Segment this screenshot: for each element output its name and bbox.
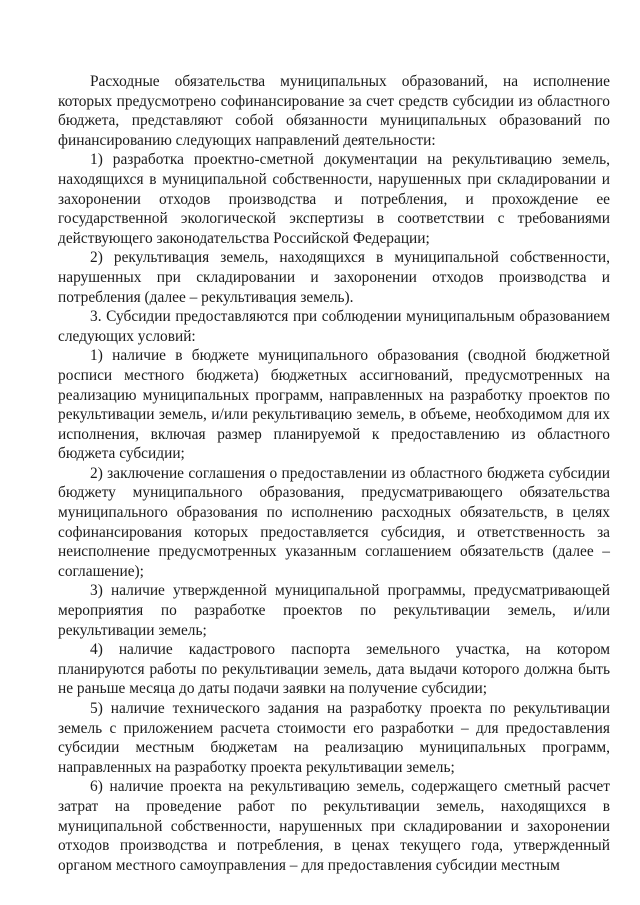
paragraph-condition-6-project: 6) наличие проекта на рекультивацию земель, содержащего сметный расчет затрат на проведение работ по рекультивации земель, находящихся в муниципальной собственности, нарушенных при складировании и захоронении отходов производства и потребления, в ценах текущего года, утвержденный органом местного самоуправления – для предоставления субсидии местным bbox=[58, 778, 610, 874]
paragraph-section-3-conditions: 3. Субсидии предоставляются при соблюдении муниципальным образованием следующих условий: bbox=[58, 308, 610, 345]
paragraph-condition-1-budget: 1) наличие в бюджете муниципального образования (сводной бюджетной росписи местного бюджета) бюджетных ассигнований, предусмотренных на реализацию муниципальных программ, направленных на разработку проектов по рекультивации земель, и/или рекультивацию земель, в объеме, необходимом для их исполнения, включая размер планируемой к предоставлению из областного бюджета субсидии; bbox=[58, 347, 610, 463]
paragraph-condition-5-technical-task: 5) наличие технического задания на разработку проекта по рекультивации земель с приложением расчета стоимости его разработки – для предоставления субсидии местным бюджетам на реализацию муниципальных программ, направленных на разработку проекта рекультивации земель; bbox=[58, 700, 610, 776]
paragraph-item-2-land-reclamation: 2) рекультивация земель, находящихся в муниципальной собственности, нарушенных при складировании и захоронении отходов производства и потребления (далее – рекультивация земель). bbox=[58, 249, 610, 306]
paragraph-condition-2-agreement: 2) заключение соглашения о предоставлении из областного бюджета субсидии бюджету муниципального образования, предусматривающего обязательства муниципального образования по исполнению расходных обязательств, в целях софинансирования которых предоставляется субсидия, и ответственность за неисполнение предусмотренных указанным соглашением обязательств (далее – соглашение); bbox=[58, 464, 610, 580]
paragraph-condition-3-program: 3) наличие утвержденной муниципальной программы, предусматривающей мероприятия по разработке проектов по рекультивации земель, и/или рекультивации земель; bbox=[58, 582, 610, 639]
paragraph-obligations-intro: Расходные обязательства муниципальных образований, на исполнение которых предусмотрено софинансирование за счет средств субсидии из областного бюджета, представляют собой обязанности муниципальных образований по финансированию следующих направлений деятельности: bbox=[58, 73, 610, 149]
document-page bbox=[58, 72, 610, 875]
paragraph-condition-4-cadastral-passport: 4) наличие кадастрового паспорта земельного участка, на котором планируются работы по рекультивации земель, дата выдачи которого должна быть не раньше месяца до даты подачи заявки на получение субсидии; bbox=[58, 641, 610, 698]
paragraph-item-1-design-documentation: 1) разработка проектно-сметной документации на рекультивацию земель, находящихся в муниципальной собственности, нарушенных при складировании и захоронении отходов производства и потребления, и прохождение ее государственной экологической экспертизы в соответствии с требованиями действующего законодательства Российской Федерации; bbox=[58, 151, 610, 247]
